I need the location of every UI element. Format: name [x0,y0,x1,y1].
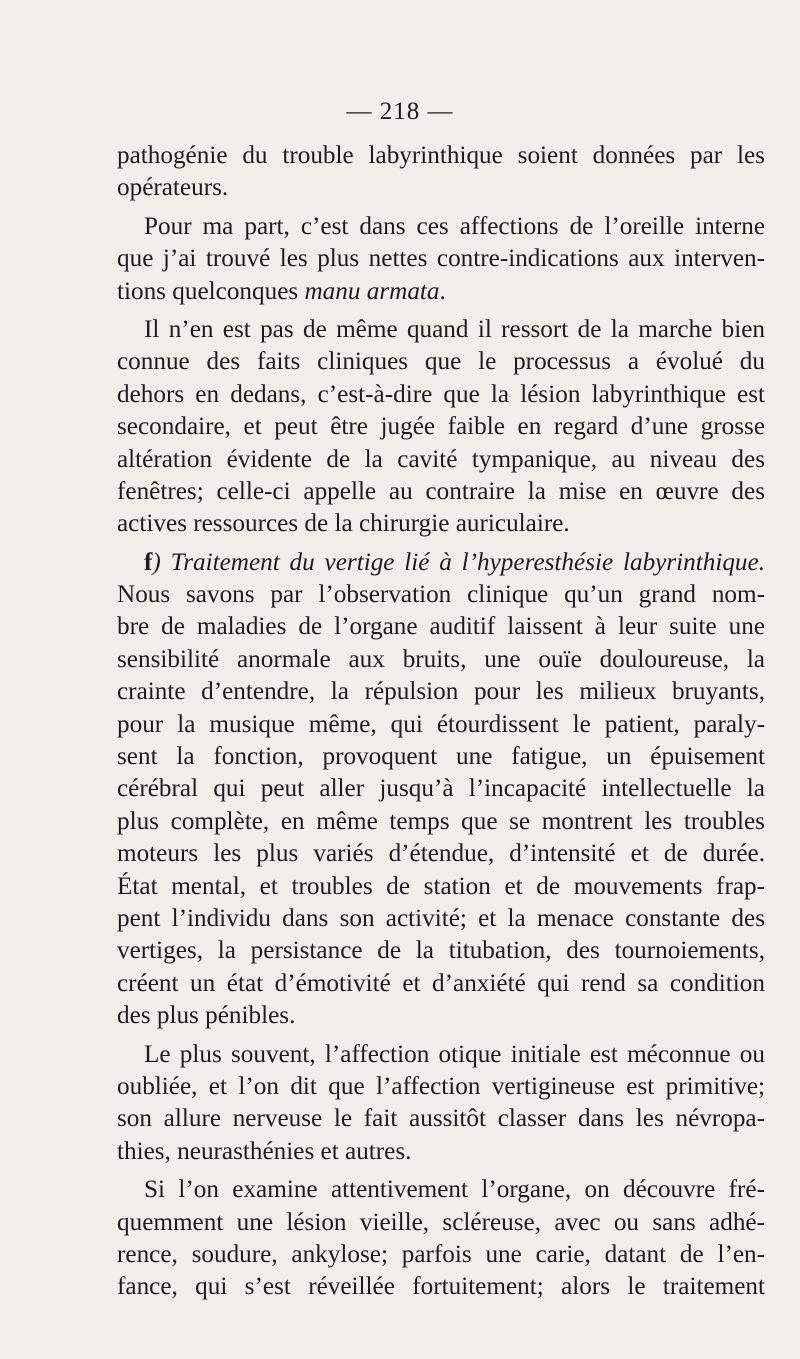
section-heading [117,547,765,579]
page-number: — 218 — [346,98,454,125]
text-line: actives ressources de la chirurgie auriculaire. [117,510,570,538]
text-line: moteurs les plus variés d’étendue, d’intensité et de durée. [117,840,765,868]
text-line: oubliée, et l’on dit que l’affection vertigineuse est primitive; [117,1072,765,1100]
text-line: altération évidente de la cavité tympanique, au niveau des [117,445,765,473]
text-line: pathogénie du trouble labyrinthique soient données par les [117,142,765,169]
text-line [117,276,765,308]
text-line: Le plus souvent, l’affection otique initiale est méconnue ou [144,1040,765,1068]
text-line: État mental, et troubles de station et de mouvements frap- [117,872,765,900]
text-line: fance, qui s’est réveillée fortuitement; alors le traitement [117,1273,765,1301]
text-line: son allure nerveuse le fait aussitôt classer dans les névropa- [117,1105,765,1133]
section-title: ) Traitement du vertige lié à l’hyperesthésie labyrinthique. [152,548,765,576]
text-line: crainte d’entendre, la répulsion pour les milieux bruyants, [117,678,765,706]
text-line: que j’ai trouvé les plus nettes contre-indications aux interven- [117,245,765,273]
text-line: secondaire, et peut être jugée faible en regard d’une grosse [117,413,765,441]
text-line: plus complète, en même temps que se montrent les troubles [117,807,765,835]
text-line: pour la musique même, qui étourdissent le patient, paraly- [117,710,765,738]
text-line: thies, neurasthénies et autres. [117,1137,412,1165]
section-marker: f [144,548,153,576]
text-line: sent la fonction, provoquent une fatigue, un épuisement [117,743,765,771]
text-fragment: tions quelconques [117,277,305,305]
text-line: connue des faits cliniques que le processus a évolué du [117,348,765,376]
text-line: cérébral qui peut aller jusqu’à l’incapacité intellectuelle la [117,775,765,803]
latin-phrase: manu armata [304,277,440,305]
text-line: Nous savons par l’observation clinique qu’un grand nom- [117,581,765,609]
text-line: sensibilité anormale aux bruits, une ouïe douloureuse, la [117,645,765,673]
text-line: bre de maladies de l’organe auditif laissent à leur suite une [117,613,765,641]
text-line: fenêtres; celle-ci appelle au contraire la mise en œuvre des [117,477,765,505]
text-line: Il n’en est pas de même quand il ressort de la marche bien [144,315,765,343]
text-line: créent un état d’émotivité et d’anxiété qui rend sa condition [117,969,765,997]
text-line: vertiges, la persistance de la titubation, des tournoiements, [117,937,765,965]
text-line: pent l’individu dans son activité; et la menace constante des [117,904,765,932]
text-line: Si l’on examine attentivement l’organe, on découvre fré- [144,1176,765,1204]
text-body [117,140,765,1304]
text-line: rence, soudure, ankylose; parfois une carie, datant de l’en- [117,1240,765,1268]
text-line: Pour ma part, c’est dans ces affections de l’oreille interne [144,212,765,240]
text-line: des plus pénibles. [117,1002,296,1030]
text-line: dehors en dedans, c’est-à-dire que la lésion labyrinthique est [117,380,765,408]
text-line: quemment une lésion vieille, scléreuse, avec ou sans adhé- [117,1208,765,1236]
text-fragment: . [439,277,446,305]
text-line: opérateurs. [117,174,229,202]
